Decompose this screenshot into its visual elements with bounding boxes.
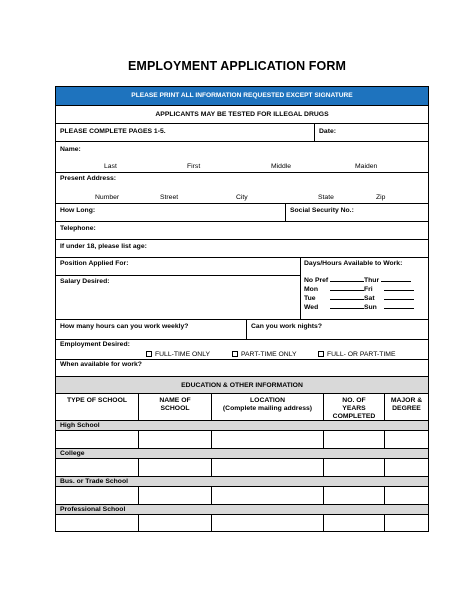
under-18-label: If under 18, please list age: (60, 243, 147, 250)
days-available-label: Days/Hours Available to Work: (304, 260, 403, 267)
table-cell[interactable] (138, 487, 211, 504)
school-type-row (56, 504, 428, 514)
table-cell[interactable] (384, 515, 428, 531)
when-available-label: When available for work? (60, 361, 142, 368)
how-long-label: How Long: (60, 207, 96, 214)
day-tue[interactable]: Tue (304, 293, 364, 302)
school-type-row (56, 420, 428, 430)
address-part-state: State (318, 194, 334, 201)
table-cell[interactable] (56, 459, 138, 476)
col-name-of-school: NAME OF SCHOOL (138, 394, 211, 420)
address-part-zip: Zip (376, 194, 386, 201)
day-mon[interactable]: Mon (304, 284, 364, 293)
table-cell[interactable] (211, 487, 323, 504)
position-availability-block (56, 257, 428, 319)
school-type-label: Bus. or Trade School (60, 478, 128, 485)
table-row (56, 430, 428, 448)
school-type-label: Professional School (60, 506, 126, 513)
position-label: Position Applied For: (60, 260, 129, 267)
ssn-label: Social Security No.: (290, 207, 354, 214)
table-cell[interactable] (384, 487, 428, 504)
table-cell[interactable] (323, 431, 384, 448)
day-fri[interactable]: Fri (364, 284, 414, 293)
date-label: Date: (319, 128, 336, 135)
name-part-middle: Middle (271, 163, 292, 170)
option-full-or-part-time[interactable]: FULL- OR PART-TIME (318, 351, 395, 358)
table-cell[interactable] (211, 459, 323, 476)
day-no-pref[interactable]: No Pref (304, 275, 364, 284)
table-cell[interactable] (211, 515, 323, 531)
name-part-first: First (187, 163, 201, 170)
table-row (56, 514, 428, 531)
school-type-row (56, 476, 428, 486)
col-location: LOCATION (Complete mailing address) (211, 394, 323, 420)
telephone-field[interactable] (56, 221, 428, 239)
day-thur[interactable]: Thur (364, 275, 411, 284)
address-part-street: Street (160, 194, 179, 201)
name-label: Name: (60, 146, 81, 153)
checkbox-icon[interactable] (232, 351, 238, 357)
table-cell[interactable] (323, 515, 384, 531)
option-part-time[interactable]: PART-TIME ONLY (232, 351, 297, 358)
col-type-of-school: TYPE OF SCHOOL (66, 397, 128, 404)
name-part-maiden: Maiden (355, 163, 378, 170)
table-cell[interactable] (56, 431, 138, 448)
education-columns-row (56, 393, 428, 420)
school-type-row (56, 448, 428, 458)
school-type-label: High School (60, 422, 100, 429)
when-available-field[interactable] (56, 359, 428, 376)
how-long-field[interactable] (56, 204, 285, 221)
table-cell[interactable] (323, 459, 384, 476)
table-cell[interactable] (211, 431, 323, 448)
employment-desired-label: Employment Desired: (60, 341, 130, 348)
employment-desired-field (56, 339, 428, 359)
table-row (56, 458, 428, 476)
education-header: EDUCATION & OTHER INFORMATION (181, 382, 303, 389)
print-instructions-banner: PLEASE PRINT ALL INFORMATION REQUESTED EXCEPT SIGNATURE (56, 87, 428, 105)
days-available-field (300, 258, 428, 319)
table-row (56, 486, 428, 504)
telephone-label: Telephone: (60, 225, 96, 232)
application-form (55, 86, 429, 532)
how-long-row (56, 203, 428, 221)
salary-label: Salary Desired: (60, 278, 110, 285)
name-part-last: Last (104, 163, 117, 170)
drug-notice: APPLICANTS MAY BE TESTED FOR ILLEGAL DRUGS (155, 111, 329, 118)
present-address-field[interactable] (56, 172, 428, 203)
position-field[interactable] (56, 258, 300, 275)
table-cell[interactable] (138, 515, 211, 531)
hours-weekly-field[interactable] (56, 320, 246, 339)
ssn-field[interactable] (285, 204, 428, 221)
education-header-row (56, 376, 428, 393)
pages-label: PLEASE COMPLETE PAGES 1-5. (60, 128, 166, 135)
table-cell[interactable] (323, 487, 384, 504)
under-18-field[interactable] (56, 239, 428, 257)
nights-label: Can you work nights? (251, 323, 322, 330)
table-cell[interactable] (384, 431, 428, 448)
date-field[interactable] (314, 124, 428, 141)
table-cell[interactable] (56, 487, 138, 504)
table-cell[interactable] (384, 459, 428, 476)
address-part-city: City (236, 194, 248, 201)
hours-weekly-label: How many hours can you work weekly? (60, 323, 189, 330)
salary-field[interactable] (56, 275, 300, 320)
checkbox-icon[interactable] (146, 351, 152, 357)
hours-row (56, 319, 428, 339)
present-address-label: Present Address: (60, 175, 117, 182)
col-years-completed: NO. OF YEARS COMPLETED (323, 394, 384, 420)
nights-field[interactable] (246, 320, 428, 339)
school-type-label: College (60, 450, 85, 457)
table-cell[interactable] (138, 459, 211, 476)
checkbox-icon[interactable] (318, 351, 324, 357)
day-sun[interactable]: Sun (364, 302, 414, 311)
option-full-time[interactable]: FULL-TIME ONLY (146, 351, 210, 358)
address-part-number: Number (95, 194, 120, 201)
day-sat[interactable]: Sat (364, 293, 414, 302)
day-wed[interactable]: Wed (304, 302, 364, 311)
col-major-degree: MAJOR & DEGREE (384, 394, 428, 420)
form-title: EMPLOYMENT APPLICATION FORM (128, 59, 346, 73)
pages-row (56, 123, 428, 141)
name-field[interactable] (56, 141, 428, 172)
table-cell[interactable] (138, 431, 211, 448)
table-cell[interactable] (56, 515, 138, 531)
drug-notice-row (56, 105, 428, 123)
